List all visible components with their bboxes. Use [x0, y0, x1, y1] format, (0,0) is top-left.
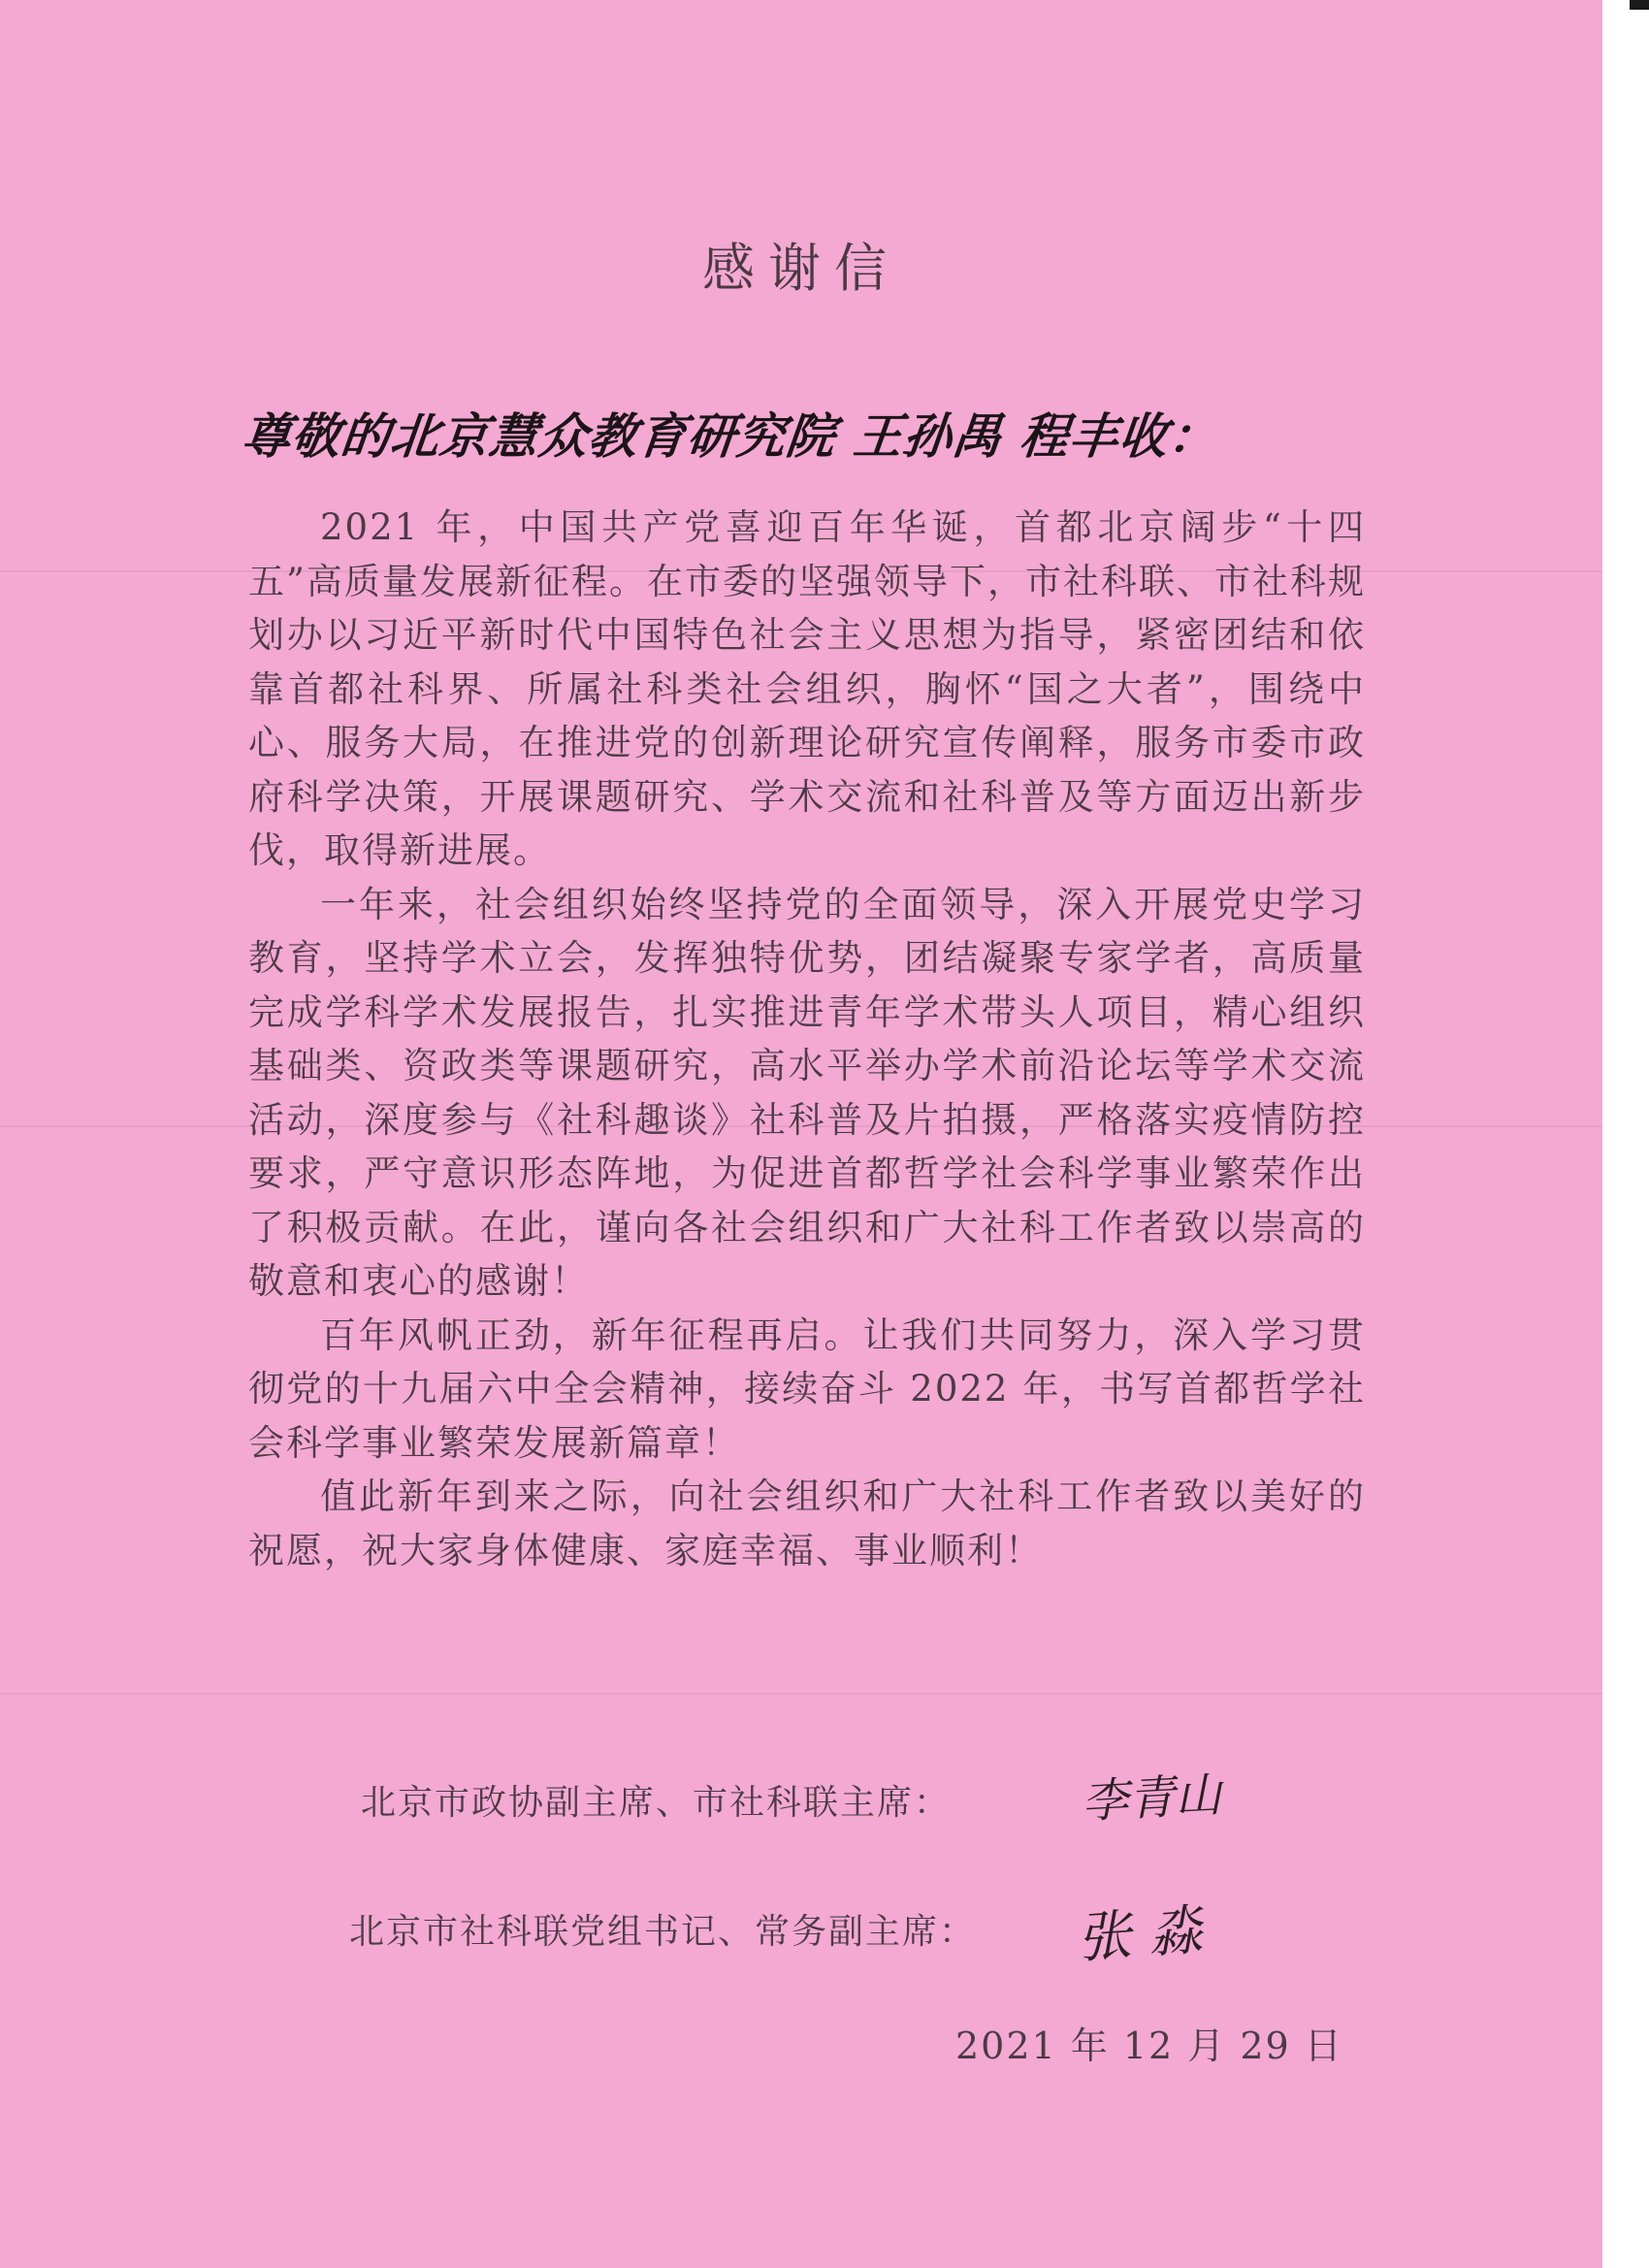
signatory-title: 北京市社科联党组书记、常务副主席：	[349, 1912, 977, 1952]
handwritten-salutation: 尊敬的北京慧众教育研究院 王孙禺 程丰收：	[239, 408, 1221, 465]
body-paragraph: 值此新年到来之际，向社会组织和广大社科工作者致以美好的祝愿，祝大家身体健康、家庭幸福、事业顺利！	[248, 1475, 1366, 1571]
signatory-title: 北京市政协副主席、市社科联主席：	[361, 1783, 952, 1823]
scan-edge-mark	[1630, 0, 1649, 10]
body-paragraph: 一年来，社会组织始终坚持党的全面领导，深入开展党史学习教育，坚持学术立会，发挥独特优势，团结凝聚专家学者，高质量完成学科学术发展报告，扎实推进青年学术带头人项目，精心组织基础类、资政类等课题研究，高水平举办学术前沿论坛等学术交流活动，深度参与《社科趣谈》社科普及片拍摄，严格落实疫情防控要求，严守意识形态阵地，为促进首都哲学社会科学事业繁荣作出了积极贡献。在此，谨向各社会组织和广大社科工作者致以崇高的敬意和衷心的感谢！	[248, 883, 1366, 1302]
body-paragraph: 百年风帆正劲，新年征程再启。让我们共同努力，深入学习贯彻党的十九届六中全会精神，接续奋斗 2022 年，书写首都哲学社会科学事业繁荣发展新篇章！	[248, 1313, 1366, 1464]
paper-fold-line	[0, 1693, 1602, 1695]
letter-date: 2021 年 12 月 29 日	[955, 2025, 1343, 2067]
letter-body	[248, 501, 1366, 1577]
handwritten-signature: 李青山	[1080, 1767, 1223, 1830]
signature-name: 张 淼	[1075, 1898, 1206, 1971]
handwritten-signature	[1074, 1888, 1205, 1974]
letter-title: 感谢信	[702, 238, 900, 299]
body-paragraph: 2021 年，中国共产党喜迎百年华诞，首都北京阔步“十四五”高质量发展新征程。在市委的坚强领导下，市社科联、市社科规划办以习近平新时代中国特色社会主义思想为指导，紧密团结和依靠首都社科界、所属社科类社会组织，胸怀“国之大者”，围绕中心、服务大局，在推进党的创新理论研究宣传阐释，服务市委市政府科学决策，开展课题研究、学术交流和社科普及等方面迈出新步伐，取得新进展。	[248, 506, 1366, 871]
